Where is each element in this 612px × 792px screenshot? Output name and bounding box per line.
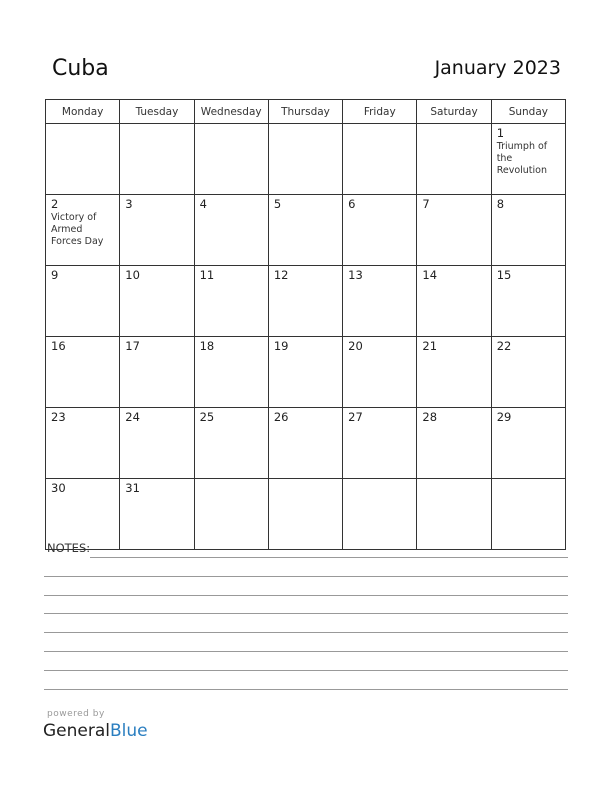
day-number: 2 (51, 197, 59, 211)
day-cell (120, 337, 194, 408)
day-number: 5 (273, 197, 282, 211)
day-number: 8 (496, 197, 505, 211)
weekday-header: Thursday (268, 100, 342, 124)
day-number: 6 (348, 197, 356, 211)
brand-blue: Blue (110, 721, 148, 741)
day-cell (417, 124, 491, 195)
day-cell (491, 479, 565, 550)
day-number: 7 (422, 197, 430, 211)
week-row (46, 408, 566, 479)
day-cell (46, 195, 120, 266)
day-number: 22 (496, 339, 512, 353)
week-row (46, 479, 566, 550)
week-row (46, 195, 566, 266)
weekday-header-row (46, 100, 566, 124)
day-cell (491, 266, 565, 337)
day-number: 1 (496, 126, 505, 140)
day-cell (417, 266, 491, 337)
day-cell (194, 408, 268, 479)
note-line (44, 632, 568, 633)
day-number: 28 (422, 410, 438, 424)
day-number: 3 (125, 197, 133, 211)
day-cell (491, 337, 565, 408)
day-cell (120, 479, 194, 550)
note-line (44, 613, 568, 614)
day-number: 29 (496, 410, 512, 424)
calendar-grid (45, 99, 566, 550)
day-cell (343, 124, 417, 195)
notes-label: NOTES: (47, 541, 91, 555)
day-cell (268, 408, 342, 479)
day-number: 14 (422, 268, 438, 282)
day-number: 31 (125, 481, 140, 495)
day-number: 26 (273, 410, 289, 424)
week-row (46, 337, 566, 408)
holiday-label: Victory of Armed Forces Day (51, 212, 104, 247)
day-number: 24 (125, 410, 140, 424)
day-cell (120, 266, 194, 337)
powered-by-text: powered by (47, 709, 105, 719)
day-number: 23 (51, 410, 66, 424)
day-cell (120, 124, 194, 195)
weekday-header: Monday (46, 100, 120, 124)
day-number: 15 (496, 268, 512, 282)
day-cell (46, 408, 120, 479)
day-number: 9 (51, 268, 59, 282)
day-cell (268, 337, 342, 408)
day-number: 12 (273, 268, 289, 282)
day-number: 16 (51, 339, 66, 353)
day-cell (417, 195, 491, 266)
day-cell (120, 195, 194, 266)
day-number: 18 (199, 339, 215, 353)
note-line (44, 595, 568, 596)
day-number: 4 (199, 197, 207, 211)
day-cell (268, 124, 342, 195)
day-cell (417, 337, 491, 408)
note-line (44, 576, 568, 577)
month-title: January 2023 (434, 57, 561, 79)
day-number: 19 (273, 339, 289, 353)
day-number: 17 (125, 339, 140, 353)
day-cell (491, 195, 565, 266)
day-cell (491, 408, 565, 479)
weekday-header: Wednesday (194, 100, 268, 124)
weekday-header: Tuesday (120, 100, 194, 124)
day-number: 20 (348, 339, 363, 353)
weekday-header: Saturday (417, 100, 491, 124)
day-cell (194, 266, 268, 337)
note-line (44, 689, 568, 690)
day-cell (417, 479, 491, 550)
day-number: 25 (199, 410, 215, 424)
note-line (44, 670, 568, 671)
day-number: 21 (422, 339, 438, 353)
day-cell (268, 195, 342, 266)
day-cell (491, 124, 565, 195)
week-row (46, 124, 566, 195)
day-cell (194, 479, 268, 550)
day-cell (46, 479, 120, 550)
brand-general: General (43, 721, 110, 741)
day-cell (46, 337, 120, 408)
day-cell (268, 479, 342, 550)
day-cell (46, 124, 120, 195)
day-cell (120, 408, 194, 479)
note-line (44, 651, 568, 652)
day-number: 11 (199, 268, 215, 282)
day-cell (343, 266, 417, 337)
note-line (90, 557, 568, 558)
day-number: 30 (51, 481, 66, 495)
week-row (46, 266, 566, 337)
day-cell (343, 408, 417, 479)
day-number: 13 (348, 268, 363, 282)
day-cell (343, 195, 417, 266)
weekday-header: Friday (343, 100, 417, 124)
day-number: 10 (125, 268, 140, 282)
day-cell (417, 408, 491, 479)
day-cell (194, 195, 268, 266)
country-title: Cuba (52, 56, 109, 81)
day-cell (46, 266, 120, 337)
generalblue-logo[interactable] (43, 721, 148, 741)
day-cell (194, 337, 268, 408)
day-number: 27 (348, 410, 363, 424)
weekday-header: Sunday (491, 100, 565, 124)
day-cell (194, 124, 268, 195)
holiday-label: Triumph of the Revolution (496, 141, 548, 176)
day-cell (268, 266, 342, 337)
day-cell (343, 479, 417, 550)
day-cell (343, 337, 417, 408)
